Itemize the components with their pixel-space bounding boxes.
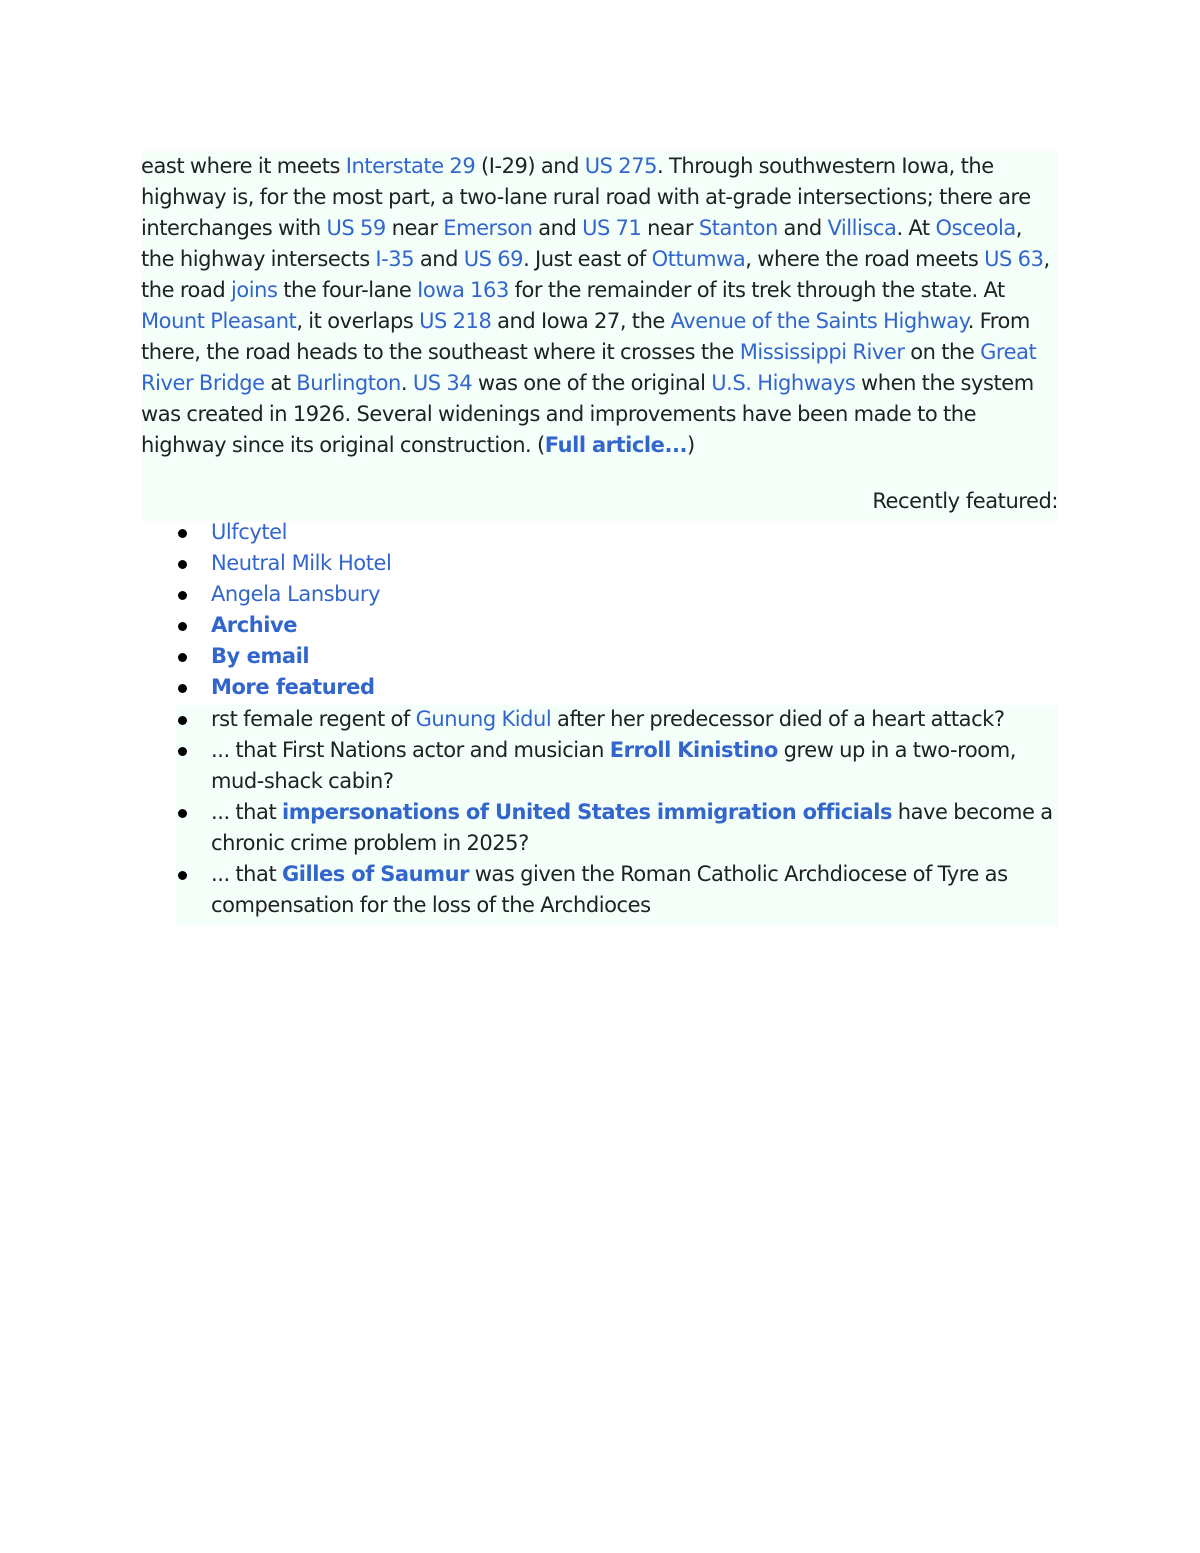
link-erroll-kinistino[interactable]: Erroll Kinistino	[609, 738, 778, 762]
text-fragment: ... that	[211, 800, 282, 824]
recently-featured-item	[176, 548, 1058, 579]
link-full-article[interactable]: Full article...	[544, 433, 688, 457]
link-burlington[interactable]: Burlington	[296, 371, 401, 395]
link-i-35[interactable]: I-35	[375, 247, 415, 271]
link-us-63[interactable]: US 63	[984, 247, 1044, 271]
text-fragment: , it overlaps	[296, 309, 420, 333]
link-us-71[interactable]: US 71	[582, 216, 642, 240]
featured-article-text	[141, 151, 1058, 461]
link-us-218[interactable]: US 218	[419, 309, 492, 333]
bullet-icon	[178, 653, 187, 662]
text-fragment: for the remainder of its trek through the state. At	[508, 278, 1005, 302]
bullet-icon	[178, 871, 187, 880]
text-fragment: east where it meets	[141, 154, 346, 178]
text-fragment: have become a chronic crime problem in 2025?	[211, 800, 1053, 855]
text-fragment: at	[264, 371, 297, 395]
bullet-icon	[178, 591, 187, 600]
did-you-know-item	[176, 735, 1058, 797]
text-fragment: near	[641, 216, 699, 240]
did-you-know-list	[176, 704, 1058, 921]
link-archive[interactable]: Archive	[211, 613, 297, 637]
bullet-icon	[178, 716, 187, 725]
text-fragment: ... that	[211, 862, 282, 886]
did-you-know-item	[176, 704, 1058, 735]
text-fragment: . Through southwestern Iowa, the highway is, for the most part, a two-lane rural road with at-grade intersections; there are interchanges with	[141, 154, 1031, 240]
text-fragment: grew up in a two-room, mud-shack cabin?	[211, 738, 1016, 793]
link-emerson[interactable]: Emerson	[443, 216, 533, 240]
link-us-275[interactable]: US 275	[584, 154, 658, 178]
text-fragment: , where the road meets	[745, 247, 985, 271]
text-fragment: ... that First Nations actor and musician	[211, 738, 610, 762]
recently-featured-item	[176, 517, 1058, 548]
link-iowa-163[interactable]: Iowa 163	[417, 278, 509, 302]
link-ulfcytel[interactable]: Ulfcytel	[211, 520, 287, 544]
link-joins[interactable]: joins	[230, 278, 278, 302]
text-fragment: , the highway intersects	[141, 216, 1023, 271]
text-fragment: after her predecessor died of a heart attack?	[551, 707, 1005, 731]
text-fragment: . From there, the road heads to the southeast where it crosses the	[141, 309, 1030, 364]
recently-featured-item	[176, 672, 1058, 703]
recently-featured-item	[176, 579, 1058, 610]
bullet-icon	[178, 560, 187, 569]
text-fragment: (I-29) and	[475, 154, 585, 178]
text-fragment: the four-lane	[277, 278, 418, 302]
text-fragment: was given the Roman Catholic Archdiocese of Tyre as compensation for the loss of the Archdioces	[211, 862, 1008, 917]
link-more-featured[interactable]: More featured	[211, 675, 375, 699]
text-fragment: .	[400, 371, 413, 395]
link-ottumwa[interactable]: Ottumwa	[651, 247, 746, 271]
bullet-icon	[178, 622, 187, 631]
text-fragment: and Iowa 27, the	[491, 309, 671, 333]
link-u-s-highways[interactable]: U.S. Highways	[711, 371, 856, 395]
text-fragment: and	[777, 216, 828, 240]
did-you-know-item	[176, 797, 1058, 859]
bullet-icon	[178, 684, 187, 693]
text-fragment: and	[532, 216, 583, 240]
link-mount-pleasant[interactable]: Mount Pleasant	[141, 309, 297, 333]
text-fragment: rst female regent of	[211, 707, 416, 731]
bullet-icon	[178, 529, 187, 538]
text-fragment: )	[687, 433, 695, 457]
link-great-river-bridge[interactable]: Great River Bridge	[141, 340, 1037, 395]
bullet-icon	[178, 747, 187, 756]
link-us-59[interactable]: US 59	[326, 216, 386, 240]
link-neutral-milk-hotel[interactable]: Neutral Milk Hotel	[211, 551, 392, 575]
text-fragment: , the road	[141, 247, 1050, 302]
link-gilles-of-saumur[interactable]: Gilles of Saumur	[281, 862, 469, 886]
did-you-know-item	[176, 859, 1058, 921]
link-stanton[interactable]: Stanton	[698, 216, 778, 240]
link-avenue-of-the-saints-highway[interactable]: Avenue of the Saints Highway	[670, 309, 968, 333]
link-by-email[interactable]: By email	[211, 644, 310, 668]
text-fragment: near	[385, 216, 444, 240]
link-us-69[interactable]: US 69	[463, 247, 524, 271]
recently-featured-label: Recently featured:	[872, 489, 1058, 513]
link-villisca[interactable]: Villisca	[827, 216, 897, 240]
link-mississippi-river[interactable]: Mississippi River	[739, 340, 905, 364]
text-fragment: . Just east of	[523, 247, 652, 271]
bullet-icon	[178, 809, 187, 818]
link-osceola[interactable]: Osceola	[935, 216, 1016, 240]
link-interstate-29[interactable]: Interstate 29	[345, 154, 476, 178]
recently-featured-list	[176, 517, 1058, 703]
text-fragment: and	[414, 247, 464, 271]
link-angela-lansbury[interactable]: Angela Lansbury	[211, 582, 381, 606]
text-fragment: . At	[896, 216, 936, 240]
recently-featured-item	[176, 610, 1058, 641]
text-fragment: when the system was created in 1926. Several widenings and improvements have been made to the highway since its original construction. (	[141, 371, 1034, 457]
link-impersonations-of-united-states-immigration-officials[interactable]: impersonations of United States immigration officials	[281, 800, 893, 824]
text-fragment: was one of the original	[472, 371, 712, 395]
recently-featured-item	[176, 641, 1058, 672]
link-us-34[interactable]: US 34	[412, 371, 473, 395]
text-fragment: on the	[904, 340, 981, 364]
link-gunung-kidul[interactable]: Gunung Kidul	[415, 707, 552, 731]
